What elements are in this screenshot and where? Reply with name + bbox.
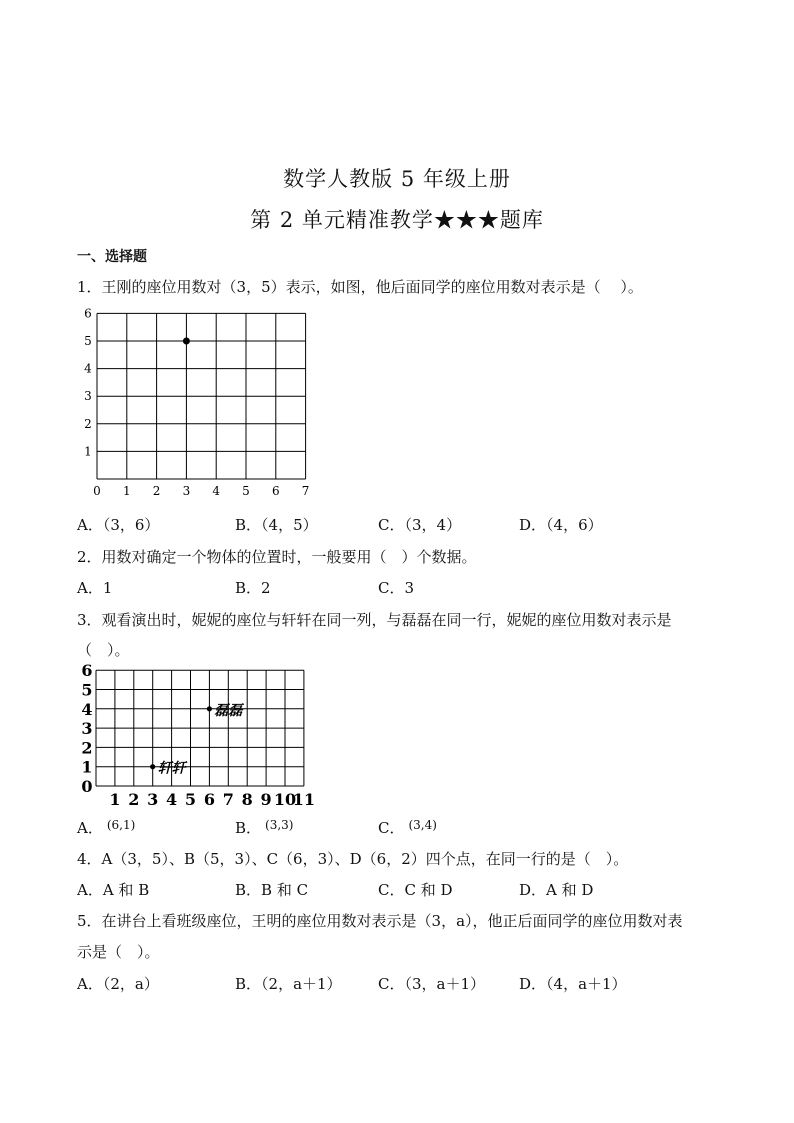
x-tick-label: 4 [166, 790, 178, 809]
y-tick-label: 6 [84, 306, 92, 321]
question-3-stem-line2: （ ）。 [77, 641, 130, 659]
page-subtitle: 第 2 单元精准教学★★★题库 [250, 208, 544, 232]
x-tick-label: 6 [203, 790, 215, 809]
x-tick-label: 5 [242, 484, 250, 498]
q5-option-a[interactable]: A．（2，a） [77, 975, 159, 993]
x-tick-label: 6 [271, 484, 280, 498]
q3-option-a-value: (6,1) [106, 818, 136, 832]
q2-option-a[interactable]: A．1 [77, 579, 113, 597]
q1-option-b[interactable]: B．（4，5） [235, 516, 318, 534]
y-tick-label: 2 [84, 416, 92, 431]
q5-option-c[interactable]: C．（3，a＋1） [378, 975, 486, 993]
y-tick-label: 5 [81, 680, 93, 700]
seat-label: 磊磊 [214, 702, 243, 719]
y-tick-label: 2 [81, 738, 93, 758]
q3-option-b-value: (3,3) [265, 818, 294, 832]
question-5-stem-line1: 5．在讲台上看班级座位，王明的座位用数对表示是（3，a），他正后面同学的座位用数对表 [77, 912, 683, 930]
x-tick-label: 7 [301, 484, 310, 498]
page-title: 数学人教版 5 年级上册 [283, 167, 511, 191]
q4-option-b[interactable]: B．B 和 C [235, 881, 309, 899]
question-3-stem-line1: 3．观看演出时，妮妮的座位与轩轩在同一列，与磊磊在同一行，妮妮的座位用数对表示是 [77, 611, 672, 629]
q3-option-b-letter: B． [235, 819, 262, 837]
q3-option-c-value: (3,4) [408, 818, 437, 832]
q1-option-d[interactable]: D．（4，6） [519, 516, 603, 534]
y-tick-label: 4 [81, 699, 93, 719]
q2-option-c[interactable]: C．3 [378, 579, 415, 597]
q3-option-c[interactable] [378, 817, 437, 838]
x-tick-label: 1 [122, 484, 131, 498]
q4-option-c[interactable]: C．C 和 D [378, 881, 453, 899]
seat-point [183, 338, 190, 345]
y-tick-label: 4 [84, 361, 92, 376]
q4-option-a[interactable]: A．A 和 B [77, 881, 150, 899]
question-5-stem-line2: 示是（ ）。 [77, 943, 160, 961]
q3-option-b[interactable] [235, 817, 293, 838]
x-tick-label: 1 [109, 790, 121, 809]
question-3-grid [78, 662, 328, 810]
y-tick-label: 0 [81, 777, 93, 796]
y-tick-label: 1 [84, 444, 92, 459]
question-1-grid [80, 305, 320, 500]
seat-label: 轩轩 [157, 760, 186, 777]
q5-option-d[interactable]: D．（4，a＋1） [519, 975, 627, 993]
y-tick-label: 3 [81, 719, 93, 739]
x-tick-label: 11 [292, 790, 316, 809]
q1-option-a[interactable]: A．（3，6） [77, 516, 160, 534]
x-tick-label: 8 [241, 790, 253, 809]
seat-point [150, 764, 155, 769]
x-tick-label: 10 [273, 790, 297, 809]
y-tick-label: 5 [84, 334, 92, 348]
question-4-stem: 4．A（3，5）、B（5，3）、C（6，3）、D（6，2）四个点，在同一行的是（ ）。 [77, 850, 629, 868]
x-tick-label: 2 [152, 484, 161, 498]
seat-point [207, 706, 212, 711]
q3-option-a-letter: A． [77, 819, 103, 837]
q3-option-a[interactable] [77, 817, 135, 838]
y-tick-label: 3 [84, 389, 92, 404]
q5-option-b[interactable]: B．（2，a＋1） [235, 975, 342, 993]
y-tick-label: 1 [81, 757, 93, 777]
x-tick-label: 3 [182, 484, 191, 498]
q3-option-c-letter: C． [378, 819, 405, 837]
q2-option-b[interactable]: B．2 [235, 579, 271, 597]
x-tick-label: 7 [222, 790, 234, 809]
section-heading: 一、选择题 [77, 249, 147, 265]
question-1-stem: 1．王刚的座位用数对（3，5）表示，如图，他后面同学的座位用数对表示是（ ）。 [77, 278, 643, 296]
x-tick-label: 5 [184, 790, 197, 809]
q1-option-c[interactable]: C．（3，4） [378, 516, 462, 534]
x-tick-label: 4 [212, 484, 221, 498]
x-tick-label: 0 [93, 484, 101, 498]
q4-option-d[interactable]: D．A 和 D [519, 881, 594, 899]
question-2-stem: 2．用数对确定一个物体的位置时，一般要用（ ）个数据。 [77, 548, 477, 566]
x-tick-label: 2 [128, 790, 140, 809]
x-tick-label: 3 [147, 790, 159, 809]
y-tick-label: 6 [81, 662, 93, 681]
x-tick-label: 9 [260, 790, 272, 809]
